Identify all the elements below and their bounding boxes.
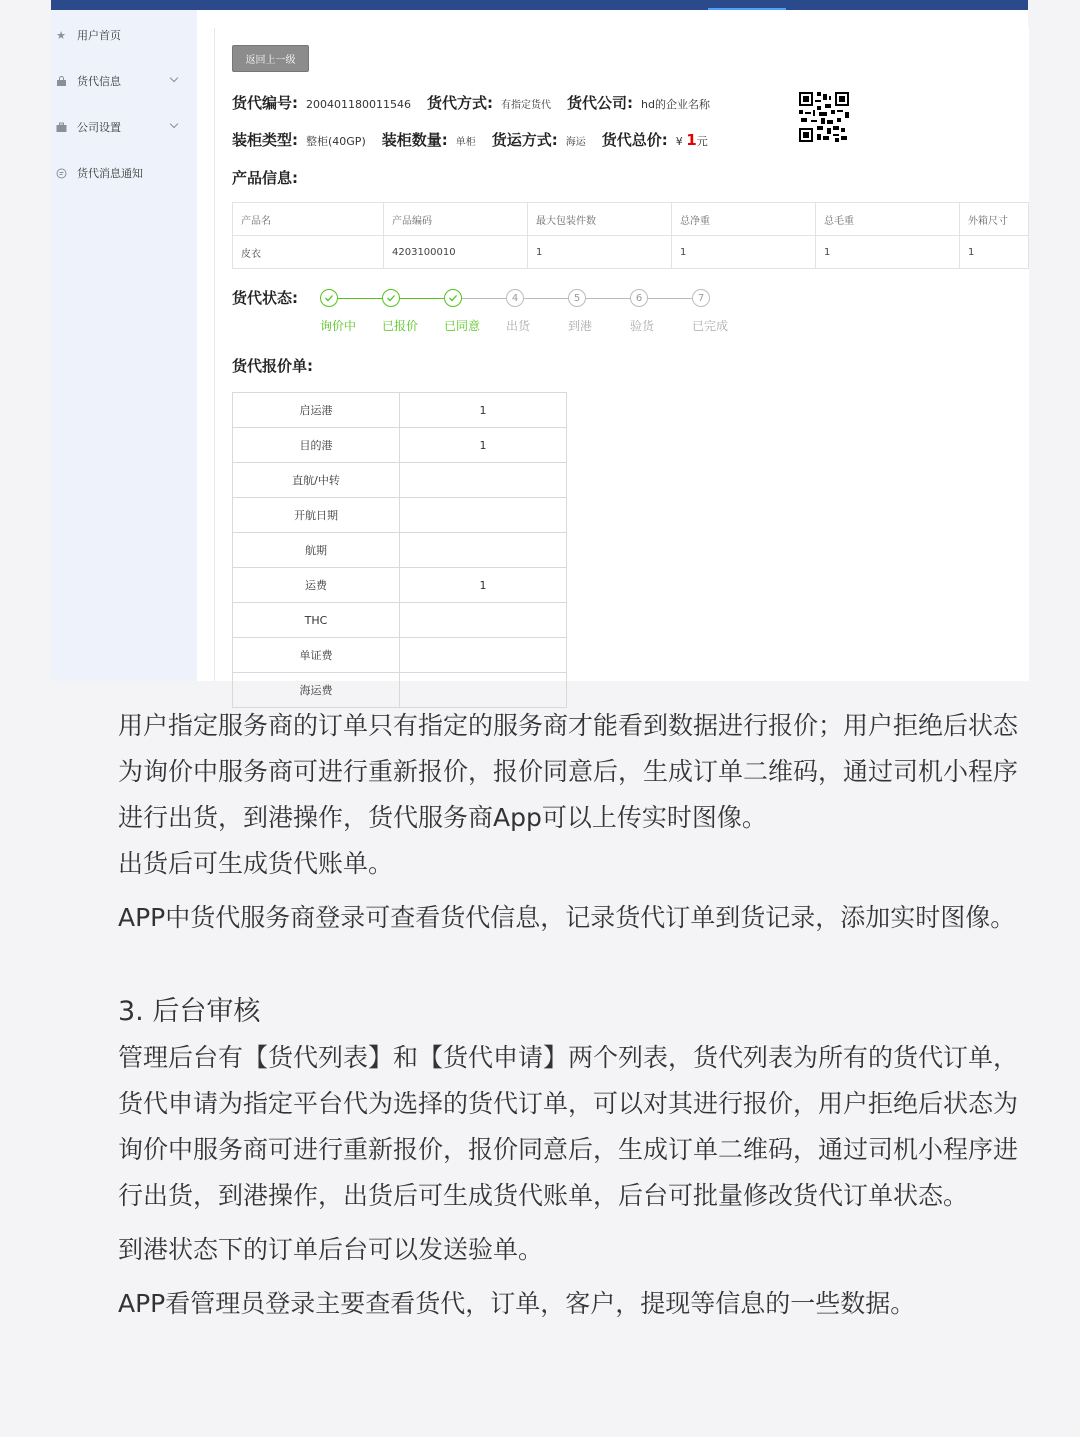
quote-key: 运费	[233, 568, 400, 603]
table-row	[233, 498, 567, 533]
step-label: 出货	[506, 319, 531, 333]
table-row	[233, 638, 567, 673]
quote-value: 1	[400, 428, 567, 463]
forwarding-no-value: 200401180011546	[306, 98, 411, 111]
price-unit: 元	[696, 135, 708, 148]
sidebar	[51, 10, 197, 681]
step-number: 5	[568, 289, 586, 307]
paragraph: APP中货代服务商登录可查看货代信息，记录货代订单到货记录，添加实时图像。	[118, 903, 1016, 932]
step-quoted	[382, 289, 442, 339]
table-row	[233, 393, 567, 428]
step-label: 已完成	[692, 319, 729, 333]
step-label: 已报价	[382, 319, 419, 333]
sidebar-item-notifications[interactable]	[51, 158, 197, 188]
step-agreed	[444, 289, 504, 339]
column-header: 总毛重	[816, 203, 960, 236]
table-cell: 皮衣	[233, 236, 384, 269]
paragraph: 管理后台有【货代列表】和【货代申请】两个列表，货代列表为所有的货代订单，货代申请为指定平台代为选择的货代订单，可以对其进行报价，用户拒绝后状态为询价中服务商可进行重新报价，报价同意后，生成订单二维码，通过司机小程序进行出货，到港操作，出货后可生成货代账单，后台可批量修改货代订单状态。	[118, 1043, 1019, 1210]
order-qr-code	[799, 92, 849, 142]
back-button[interactable]: 返回上一级	[232, 45, 309, 72]
step-completed	[692, 289, 752, 339]
step-shipped	[506, 289, 566, 339]
message-icon	[55, 167, 67, 179]
step-number: 4	[506, 289, 524, 307]
step-label: 到港	[568, 319, 593, 333]
table-row	[233, 463, 567, 498]
check-icon	[444, 289, 462, 307]
paragraph: 到港状态下的订单后台可以发送验单。	[118, 1235, 544, 1264]
table-header-row	[233, 203, 1029, 236]
quote-key: 启运港	[233, 393, 400, 428]
quote-title: 货代报价单:	[232, 357, 313, 375]
table-row	[233, 603, 567, 638]
step-number: 7	[692, 289, 710, 307]
step-number: 6	[630, 289, 648, 307]
quote-value	[400, 463, 567, 498]
table-cell: 1	[672, 236, 816, 269]
shipping-value: 海运	[565, 137, 586, 148]
screenshot-frame	[51, 0, 1028, 697]
forwarding-no-label: 货代编号:	[232, 94, 298, 112]
info-row-1	[232, 92, 726, 113]
check-icon	[320, 289, 338, 307]
quote-value	[400, 638, 567, 673]
info-row-2	[232, 129, 708, 150]
step-label: 验货	[630, 319, 655, 333]
table-row	[233, 236, 1029, 269]
quote-key: 直航/中转	[233, 463, 400, 498]
table-row	[233, 533, 567, 568]
column-header: 外箱尺寸	[960, 203, 1029, 236]
company-value: hd的企业名称	[640, 98, 710, 111]
sidebar-item-label: 公司设置	[77, 121, 121, 134]
total-label: 货代总价:	[601, 131, 668, 149]
column-header: 最大包装件数	[528, 203, 672, 236]
method-label: 货代方式:	[426, 94, 493, 112]
paragraph: 出货后可生成货代账单。	[118, 849, 394, 878]
quote-key: 目的港	[233, 428, 400, 463]
step-label: 已同意	[444, 319, 481, 333]
quote-key: 单证费	[233, 638, 400, 673]
sidebar-item-label: 用户首页	[77, 29, 121, 42]
quote-value	[400, 498, 567, 533]
briefcase-icon	[55, 121, 67, 133]
container-type-value: 整柜(40GP)	[306, 135, 366, 148]
sidebar-item-home[interactable]	[51, 20, 197, 50]
top-nav-bar	[51, 0, 1028, 10]
step-arrived	[568, 289, 628, 339]
table-cell: 1	[960, 236, 1029, 269]
currency-symbol: ¥	[675, 135, 683, 148]
step-label: 询价中	[320, 319, 357, 333]
quote-key: 海运费	[233, 673, 400, 708]
shopping-bag-icon	[55, 75, 67, 87]
method-value: 有指定货代	[500, 100, 551, 111]
sidebar-item-forwarding-info[interactable]	[51, 66, 197, 96]
main-content	[214, 28, 1029, 697]
quote-value: 1	[400, 393, 567, 428]
section-heading: 3. 后台审核	[118, 996, 261, 1027]
step-inspection	[630, 289, 690, 339]
star-icon: ★	[56, 28, 66, 42]
quote-value: 1	[400, 568, 567, 603]
company-label: 货代公司:	[566, 94, 633, 112]
shipping-label: 货运方式:	[491, 131, 558, 149]
table-cell: 1	[816, 236, 960, 269]
table-row	[233, 428, 567, 463]
sidebar-item-label: 货代信息	[77, 75, 121, 88]
sidebar-item-company-settings[interactable]	[51, 112, 197, 142]
quote-key: 开航日期	[233, 498, 400, 533]
status-steps	[320, 289, 740, 339]
total-price-value: 1	[686, 131, 697, 149]
quote-value	[400, 603, 567, 638]
step-inquiry	[320, 289, 380, 339]
quote-table	[232, 392, 567, 708]
check-icon	[382, 289, 400, 307]
total-price	[676, 131, 708, 149]
column-header: 产品名	[233, 203, 384, 236]
table-cell: 4203100010	[384, 236, 528, 269]
table-cell: 1	[528, 236, 672, 269]
quote-key: 航期	[233, 533, 400, 568]
product-info-title: 产品信息:	[232, 169, 298, 187]
table-row	[233, 568, 567, 603]
quote-value	[400, 533, 567, 568]
column-header: 总净重	[672, 203, 816, 236]
column-header: 产品编码	[384, 203, 528, 236]
active-tab-indicator	[708, 8, 786, 10]
paragraph: APP看管理员登录主要查看货代，订单，客户，提现等信息的一些数据。	[118, 1289, 916, 1318]
paragraph: 用户指定服务商的订单只有指定的服务商才能看到数据进行报价；用户拒绝后状态为询价中服务商可进行重新报价，报价同意后，生成订单二维码，通过司机小程序进行出货，到港操作，货代服务商App可以上传实时图像。	[118, 711, 1019, 832]
article-body	[118, 703, 1028, 1327]
chevron-down-icon[interactable]	[170, 74, 178, 82]
quote-key: THC	[233, 603, 400, 638]
product-table	[232, 202, 1029, 269]
sidebar-item-label: 货代消息通知	[77, 167, 143, 180]
container-qty-label: 装柜数量:	[381, 131, 448, 149]
container-type-label: 装柜类型:	[232, 131, 298, 149]
chevron-down-icon[interactable]	[170, 120, 178, 128]
status-title: 货代状态:	[232, 289, 298, 307]
container-qty-value: 单柜	[455, 137, 476, 148]
